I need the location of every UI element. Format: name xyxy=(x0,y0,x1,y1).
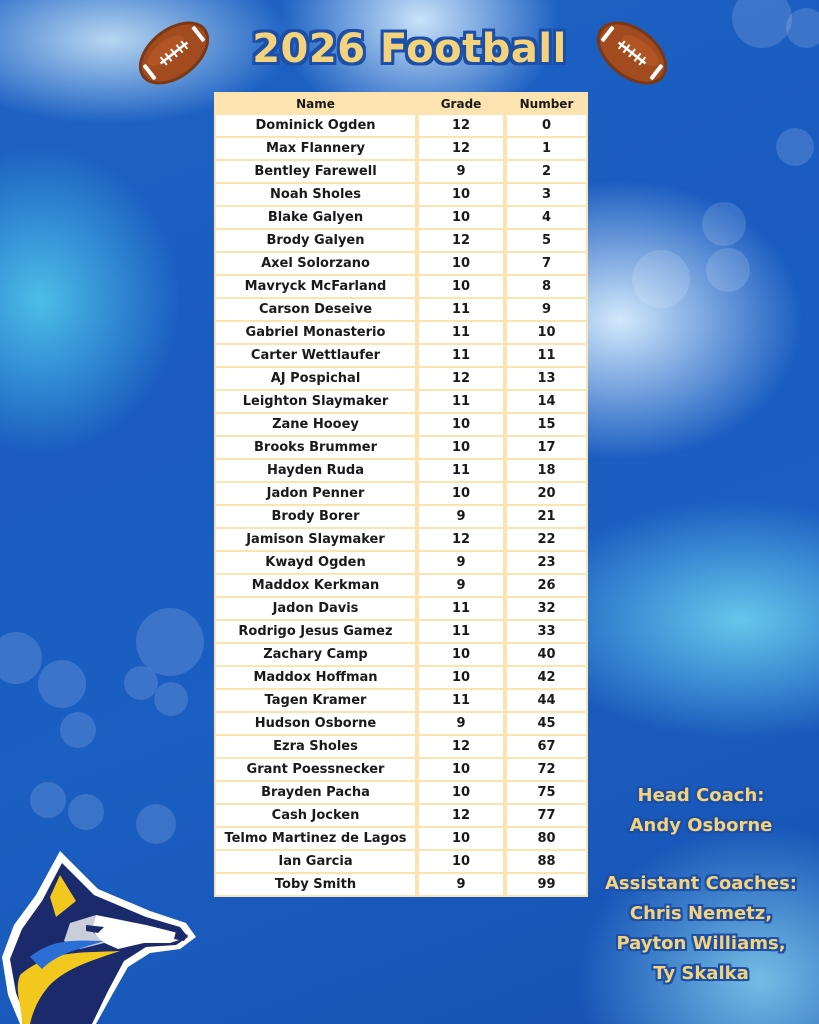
cell-grade: 12 xyxy=(417,736,505,759)
table-row xyxy=(214,575,588,598)
header-name: Name xyxy=(214,92,417,115)
cell-number: 23 xyxy=(505,552,588,575)
cell-number: 0 xyxy=(505,115,588,138)
assistant-coach: Ty Skalka xyxy=(653,963,749,984)
table-row xyxy=(214,138,588,161)
cell-number: 15 xyxy=(505,414,588,437)
head-coach-block xyxy=(596,781,806,841)
cell-number: 77 xyxy=(505,805,588,828)
cell-number: 11 xyxy=(505,345,588,368)
cell-grade: 12 xyxy=(417,368,505,391)
cell-number: 10 xyxy=(505,322,588,345)
cell-number: 1 xyxy=(505,138,588,161)
cell-name: Carter Wettlaufer xyxy=(214,345,417,368)
cell-grade: 9 xyxy=(417,874,505,897)
cell-number: 45 xyxy=(505,713,588,736)
cell-grade: 11 xyxy=(417,598,505,621)
cell-number: 42 xyxy=(505,667,588,690)
table-row xyxy=(214,276,588,299)
table-row xyxy=(214,644,588,667)
bokeh-circle xyxy=(776,128,814,166)
table-row xyxy=(214,598,588,621)
assistant-coach: Payton Williams, xyxy=(616,933,786,954)
assistant-coaches-label: Assistant Coaches: xyxy=(604,873,797,894)
cell-name: Carson Deseive xyxy=(214,299,417,322)
table-row xyxy=(214,115,588,138)
cell-grade: 11 xyxy=(417,391,505,414)
table-row xyxy=(214,460,588,483)
bokeh-circle xyxy=(30,782,66,818)
table-row xyxy=(214,851,588,874)
table-row xyxy=(214,437,588,460)
table-row xyxy=(214,345,588,368)
cell-name: Kwayd Ogden xyxy=(214,552,417,575)
cell-name: Maddox Hoffman xyxy=(214,667,417,690)
cell-name: Jadon Davis xyxy=(214,598,417,621)
table-row xyxy=(214,782,588,805)
bokeh-circle xyxy=(136,608,204,676)
cell-grade: 11 xyxy=(417,460,505,483)
cell-name: Zachary Camp xyxy=(214,644,417,667)
cell-grade: 10 xyxy=(417,276,505,299)
cell-number: 32 xyxy=(505,598,588,621)
cell-name: Mavryck McFarland xyxy=(214,276,417,299)
cell-grade: 10 xyxy=(417,851,505,874)
cell-grade: 10 xyxy=(417,759,505,782)
cell-grade: 10 xyxy=(417,667,505,690)
bokeh-circle xyxy=(124,666,158,700)
cell-grade: 12 xyxy=(417,138,505,161)
table-row xyxy=(214,299,588,322)
cell-number: 75 xyxy=(505,782,588,805)
head-coach-name: Andy Osborne xyxy=(629,815,773,836)
table-row xyxy=(214,621,588,644)
table-row xyxy=(214,161,588,184)
cell-number: 9 xyxy=(505,299,588,322)
table-row xyxy=(214,391,588,414)
cell-grade: 12 xyxy=(417,529,505,552)
assistant-coaches-block xyxy=(596,869,806,989)
cell-number: 14 xyxy=(505,391,588,414)
cell-grade: 9 xyxy=(417,575,505,598)
cell-name: AJ Pospichal xyxy=(214,368,417,391)
cell-number: 21 xyxy=(505,506,588,529)
table-row xyxy=(214,322,588,345)
table-row xyxy=(214,552,588,575)
cell-name: Ezra Sholes xyxy=(214,736,417,759)
cell-name: Bentley Farewell xyxy=(214,161,417,184)
cell-name: Rodrigo Jesus Gamez xyxy=(214,621,417,644)
cell-number: 99 xyxy=(505,874,588,897)
cell-number: 40 xyxy=(505,644,588,667)
cell-name: Toby Smith xyxy=(214,874,417,897)
cell-number: 18 xyxy=(505,460,588,483)
cell-number: 4 xyxy=(505,207,588,230)
cell-number: 5 xyxy=(505,230,588,253)
cell-grade: 11 xyxy=(417,299,505,322)
cell-grade: 10 xyxy=(417,828,505,851)
cell-name: Blake Galyen xyxy=(214,207,417,230)
cell-grade: 9 xyxy=(417,552,505,575)
cell-number: 80 xyxy=(505,828,588,851)
cell-grade: 10 xyxy=(417,437,505,460)
table-row xyxy=(214,414,588,437)
cell-grade: 9 xyxy=(417,161,505,184)
table-row xyxy=(214,713,588,736)
cell-grade: 11 xyxy=(417,345,505,368)
bokeh-circle xyxy=(154,682,188,716)
table-row xyxy=(214,253,588,276)
header-number: Number xyxy=(505,92,588,115)
cell-number: 67 xyxy=(505,736,588,759)
cell-name: Brayden Pacha xyxy=(214,782,417,805)
cell-number: 33 xyxy=(505,621,588,644)
cell-grade: 11 xyxy=(417,690,505,713)
cell-name: Brooks Brummer xyxy=(214,437,417,460)
table-row xyxy=(214,506,588,529)
cell-grade: 10 xyxy=(417,414,505,437)
cell-number: 88 xyxy=(505,851,588,874)
cell-name: Leighton Slaymaker xyxy=(214,391,417,414)
cell-name: Hayden Ruda xyxy=(214,460,417,483)
cell-grade: 12 xyxy=(417,805,505,828)
table-row xyxy=(214,759,588,782)
bokeh-circle xyxy=(136,804,176,844)
cell-grade: 10 xyxy=(417,644,505,667)
cell-grade: 11 xyxy=(417,621,505,644)
cell-number: 20 xyxy=(505,483,588,506)
cell-grade: 12 xyxy=(417,230,505,253)
bokeh-circle xyxy=(68,794,104,830)
cell-name: Brody Borer xyxy=(214,506,417,529)
cell-number: 44 xyxy=(505,690,588,713)
cell-grade: 10 xyxy=(417,253,505,276)
cell-name: Tagen Kramer xyxy=(214,690,417,713)
cell-grade: 10 xyxy=(417,184,505,207)
cell-name: Noah Sholes xyxy=(214,184,417,207)
table-row xyxy=(214,230,588,253)
table-row xyxy=(214,667,588,690)
cell-name: Cash Jocken xyxy=(214,805,417,828)
head-coach-label: Head Coach: xyxy=(637,785,765,806)
page-title: 2026 Football xyxy=(252,26,567,72)
cell-name: Dominick Ogden xyxy=(214,115,417,138)
table-row xyxy=(214,874,588,897)
table-row xyxy=(214,368,588,391)
bokeh-circle xyxy=(60,712,96,748)
cell-grade: 12 xyxy=(417,115,505,138)
cell-number: 17 xyxy=(505,437,588,460)
bokeh-circle xyxy=(38,660,86,708)
cell-name: Hudson Osborne xyxy=(214,713,417,736)
cell-grade: 10 xyxy=(417,483,505,506)
cell-number: 3 xyxy=(505,184,588,207)
cell-number: 26 xyxy=(505,575,588,598)
bokeh-circle xyxy=(632,250,690,308)
table-row xyxy=(214,483,588,506)
assistant-coach: Chris Nemetz, xyxy=(629,903,773,924)
table-row xyxy=(214,184,588,207)
bokeh-circle xyxy=(702,202,746,246)
cell-name: Jadon Penner xyxy=(214,483,417,506)
cell-number: 22 xyxy=(505,529,588,552)
cell-number: 2 xyxy=(505,161,588,184)
cell-number: 72 xyxy=(505,759,588,782)
cell-grade: 11 xyxy=(417,322,505,345)
table-row xyxy=(214,529,588,552)
cell-grade: 10 xyxy=(417,207,505,230)
husky-mascot-logo xyxy=(0,845,200,1024)
cell-grade: 10 xyxy=(417,782,505,805)
cell-name: Ian Garcia xyxy=(214,851,417,874)
cell-number: 13 xyxy=(505,368,588,391)
cell-name: Max Flannery xyxy=(214,138,417,161)
cell-number: 8 xyxy=(505,276,588,299)
roster-table xyxy=(214,92,588,897)
roster-body xyxy=(214,115,588,897)
table-header-row xyxy=(214,92,588,115)
cell-name: Zane Hooey xyxy=(214,414,417,437)
table-row xyxy=(214,690,588,713)
cell-grade: 9 xyxy=(417,713,505,736)
cell-name: Brody Galyen xyxy=(214,230,417,253)
cell-name: Jamison Slaymaker xyxy=(214,529,417,552)
cell-name: Maddox Kerkman xyxy=(214,575,417,598)
cell-name: Gabriel Monasterio xyxy=(214,322,417,345)
table-row xyxy=(214,828,588,851)
table-row xyxy=(214,736,588,759)
cell-name: Telmo Martinez de Lagos xyxy=(214,828,417,851)
cell-name: Grant Poessnecker xyxy=(214,759,417,782)
cell-grade: 9 xyxy=(417,506,505,529)
cell-name: Axel Solorzano xyxy=(214,253,417,276)
cell-number: 7 xyxy=(505,253,588,276)
bokeh-circle xyxy=(0,632,42,684)
bokeh-circle xyxy=(706,248,750,292)
table-row xyxy=(214,207,588,230)
header-grade: Grade xyxy=(417,92,505,115)
table-row xyxy=(214,805,588,828)
